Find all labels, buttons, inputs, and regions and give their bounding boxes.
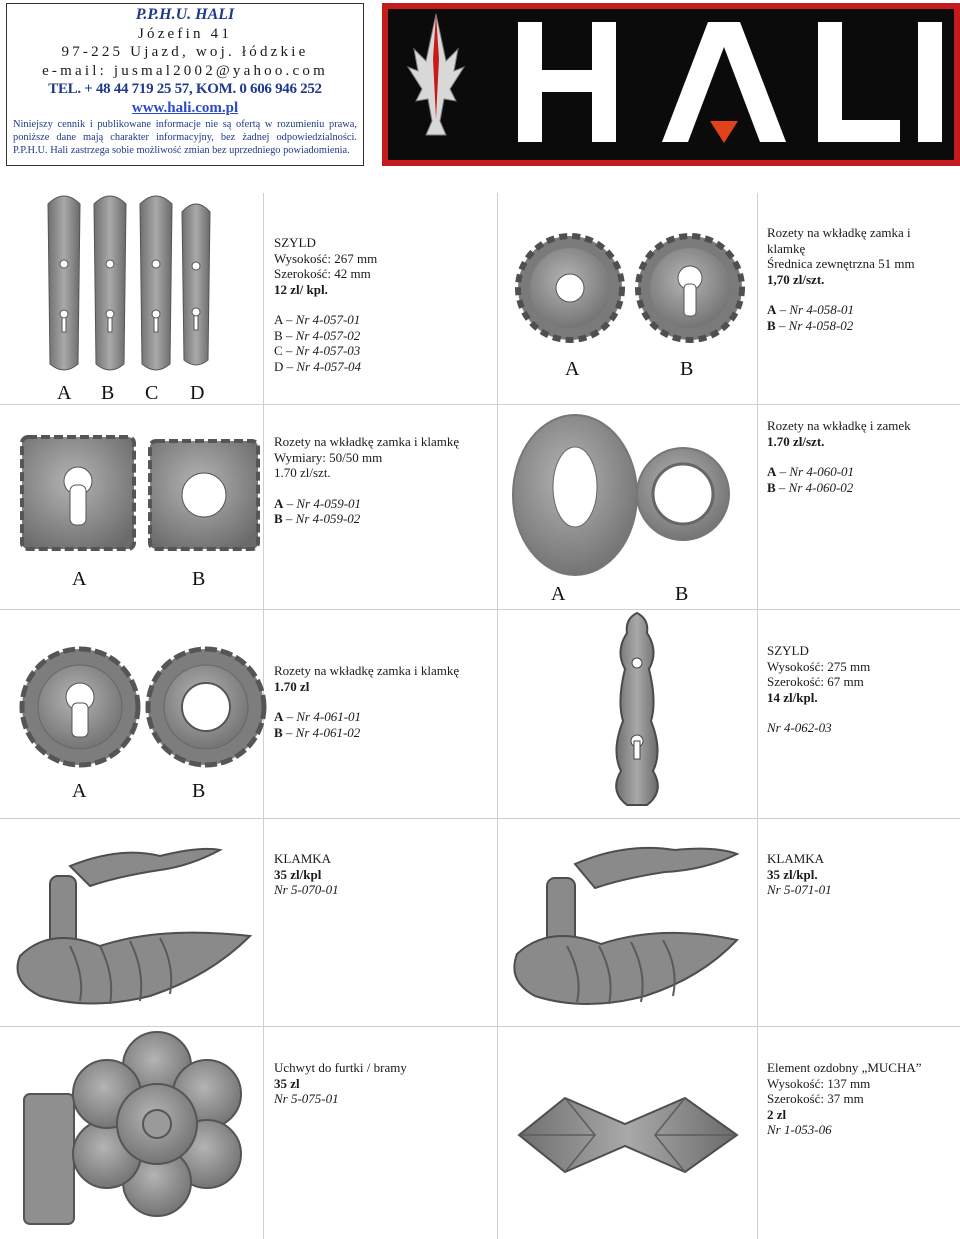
hali-logo bbox=[382, 3, 960, 166]
rozety-oval-image bbox=[505, 410, 745, 580]
klamka-5-071-image bbox=[505, 836, 755, 1016]
szyld-plates-image bbox=[42, 194, 242, 384]
variant-letter: D bbox=[190, 382, 205, 404]
product-height: Wysokość: 137 mm bbox=[767, 1075, 871, 1091]
product-code: A – Nr 4-061-01 bbox=[274, 709, 362, 724]
flower-rosette bbox=[73, 1032, 241, 1216]
grid-line bbox=[757, 193, 758, 1239]
product-price: 1.70 zl/szt. bbox=[274, 465, 331, 480]
product-code: A – Nr 4-057-01 bbox=[274, 312, 361, 327]
variant-letter: A bbox=[565, 358, 580, 380]
plate-hole bbox=[632, 658, 642, 668]
product-price: 35 zl bbox=[274, 1075, 300, 1091]
variant-letter: B bbox=[680, 358, 694, 380]
product-price: 14 zl/kpl. bbox=[767, 689, 818, 705]
product-title: Rozety na wkładkę i zamek bbox=[767, 418, 911, 433]
plate-body bbox=[616, 613, 658, 805]
handle-upper-leaf bbox=[70, 849, 220, 886]
product-price: 35 zl/kpl. bbox=[767, 866, 818, 882]
product-code: Nr 5-075-01 bbox=[274, 1091, 339, 1106]
plate-c bbox=[140, 196, 172, 370]
plate-a bbox=[48, 196, 80, 370]
spear-ornament-icon bbox=[408, 14, 464, 135]
logo-h-bar bbox=[518, 70, 616, 92]
product-code: B – Nr 4-059-02 bbox=[274, 511, 361, 526]
product-title: Rozety na wkładkę zamka i klamkę bbox=[767, 225, 911, 256]
rozety-round-image bbox=[515, 228, 745, 348]
rozeta-forged-a bbox=[22, 649, 138, 765]
product-description-rozety-059 bbox=[274, 434, 459, 527]
product-title: SZYLD bbox=[767, 643, 809, 658]
grid-line bbox=[497, 193, 498, 1239]
variant-letter: A bbox=[72, 568, 87, 590]
logo-a-triangle bbox=[710, 121, 738, 143]
product-title: Element ozdobny „MUCHA” bbox=[767, 1060, 922, 1075]
product-code: B – Nr 4-058-02 bbox=[767, 317, 854, 333]
gate-hinge-bar bbox=[24, 1094, 74, 1224]
product-description-klamka-070 bbox=[274, 851, 339, 898]
product-code: Nr 5-071-01 bbox=[767, 882, 832, 897]
product-code: D – Nr 4-057-04 bbox=[274, 358, 362, 374]
product-title: Rozety na wkładkę zamka i klamkę bbox=[274, 434, 460, 449]
rozeta-square-a bbox=[22, 437, 134, 549]
product-price: 1,70 zl/szt. bbox=[767, 271, 825, 287]
product-code: B – Nr 4-060-02 bbox=[767, 479, 854, 495]
logo-graphic bbox=[388, 9, 954, 160]
uchwyt-furtki-image bbox=[12, 1034, 262, 1234]
variant-letter: B bbox=[101, 382, 115, 404]
company-name: P.P.H.U. HALI bbox=[135, 6, 235, 23]
plate-d bbox=[182, 204, 210, 365]
product-title: Rozety na wkładkę zamka i klamkę bbox=[274, 663, 460, 678]
product-title: KLAMKA bbox=[274, 851, 332, 866]
logo-l-base bbox=[818, 120, 900, 142]
product-description-rozety-060 bbox=[767, 418, 911, 495]
product-price: 2 zl bbox=[767, 1106, 787, 1122]
variant-letter: A bbox=[551, 583, 566, 605]
variant-letter: A bbox=[57, 382, 72, 404]
grid-line bbox=[0, 818, 960, 819]
product-description-rozety-061 bbox=[274, 663, 459, 740]
product-code: A – Nr 4-060-01 bbox=[767, 464, 855, 479]
handle-upper-leaf bbox=[575, 848, 737, 888]
grid-line bbox=[0, 609, 960, 610]
product-height: Wysokość: 275 mm bbox=[767, 658, 871, 674]
variant-letter: B bbox=[192, 780, 206, 802]
product-height: Wysokość: 267 mm bbox=[274, 250, 378, 266]
rozeta-a bbox=[518, 236, 622, 340]
logo-background bbox=[388, 9, 954, 160]
product-code: Nr 1-053-06 bbox=[767, 1122, 832, 1137]
company-city: 97-225 Ujazd, woj. łódzkie bbox=[61, 44, 309, 60]
product-title: KLAMKA bbox=[767, 851, 825, 866]
company-info-box bbox=[6, 3, 364, 166]
rozeta-oval-a bbox=[513, 415, 637, 575]
product-dimensions: Wymiary: 50/50 mm bbox=[274, 449, 383, 465]
company-phone: TEL. + 48 44 719 25 57, KOM. 0 606 946 252 bbox=[48, 81, 322, 97]
company-website-link[interactable]: www.hali.com.pl bbox=[131, 99, 239, 116]
product-code: C – Nr 4-057-03 bbox=[274, 343, 361, 358]
product-code: B – Nr 4-061-02 bbox=[274, 724, 361, 740]
product-price: 1.70 zl/szt. bbox=[767, 433, 825, 449]
product-width: Szerokość: 37 mm bbox=[767, 1091, 864, 1106]
product-price: 35 zl/kpl bbox=[274, 866, 322, 882]
product-price: 1.70 zl bbox=[274, 678, 310, 694]
rozety-square-image bbox=[20, 435, 260, 555]
product-width: Szerokość: 42 mm bbox=[274, 266, 371, 281]
product-price: 12 zl/ kpl. bbox=[274, 281, 328, 297]
product-code: Nr 4-062-03 bbox=[767, 720, 832, 735]
product-code: A – Nr 4-058-01 bbox=[767, 302, 855, 317]
product-diameter: Średnica zewnętrzna 51 mm bbox=[767, 256, 915, 271]
szyld-long-plate-image bbox=[597, 611, 677, 816]
company-street: Józefin 41 bbox=[137, 25, 233, 42]
product-title: Uchwyt do furtki / bramy bbox=[274, 1060, 407, 1075]
product-description-szyld-267 bbox=[274, 235, 377, 374]
klamka-5-070-image bbox=[10, 836, 260, 1016]
rozety-forged-image bbox=[18, 645, 258, 775]
rozeta-b bbox=[638, 236, 742, 340]
product-width: Szerokość: 67 mm bbox=[767, 674, 864, 689]
logo-i bbox=[918, 22, 942, 142]
product-description-szyld-275 bbox=[767, 643, 870, 736]
disclaimer-text: Niniejszy cennik i publikowane informacje nie są ofertą w rozumieniu prawa, poniższe dane mają charakter informacyjny, bez żadnej odpowiedzialności. P.P.H.U. Hali zastrzega sobie możliwość zmian bez uprzedniego powiadomienia. bbox=[13, 119, 357, 156]
rozeta-ring-b bbox=[637, 448, 729, 540]
grid-line bbox=[0, 404, 960, 405]
product-code: B – Nr 4-057-02 bbox=[274, 327, 361, 343]
product-description-klamka-071 bbox=[767, 851, 832, 898]
variant-letter: A bbox=[72, 780, 87, 802]
product-code: Nr 5-070-01 bbox=[274, 882, 339, 897]
element-mucha-image bbox=[515, 1090, 745, 1180]
handle-lower-leaf bbox=[18, 933, 251, 1004]
rozeta-forged-b bbox=[148, 649, 264, 765]
plate-b bbox=[94, 196, 126, 370]
product-title: SZYLD bbox=[274, 235, 316, 250]
grid-line bbox=[0, 1026, 960, 1027]
handle-lower-leaf bbox=[514, 933, 737, 1004]
variant-letter: B bbox=[675, 583, 689, 605]
rozeta-square-b bbox=[150, 441, 258, 549]
company-email: e-mail: jusmal2002@yahoo.com bbox=[42, 62, 328, 79]
variant-letter: C bbox=[145, 382, 159, 404]
company-contact bbox=[13, 6, 357, 117]
product-code: A – Nr 4-059-01 bbox=[274, 495, 362, 511]
product-description-uchwyt bbox=[274, 1060, 407, 1107]
product-description-mucha bbox=[767, 1060, 922, 1138]
product-description-rozety-058 bbox=[767, 225, 952, 333]
variant-letter: B bbox=[192, 568, 206, 590]
